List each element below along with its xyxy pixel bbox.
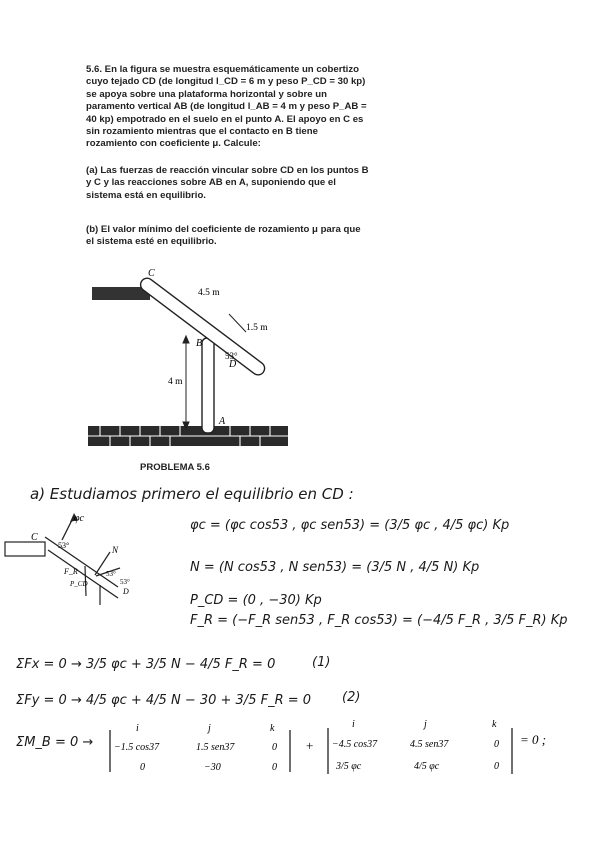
det1-r2c3: 0 [272, 762, 277, 773]
sum-fy: ΣFy = 0 → 4/5 φc + 4/5 N − 30 + 3/5 F_R = 0 [16, 693, 312, 708]
dim-cb-label: 4.5 m [198, 288, 220, 298]
equals-zero: = 0 ; [520, 732, 547, 747]
label-b: B [196, 338, 203, 349]
det2-r1c2: 4.5 sen37 [410, 739, 449, 750]
det1-r2c2: −30 [204, 762, 221, 773]
sum-fx-tag: (1) [312, 655, 331, 670]
eq-n: N = (N cos53 , N sen53) = (3/5 N , 4/5 N) Kp [190, 560, 480, 575]
sketch-phi: φc [74, 513, 84, 524]
det1-r1c3: 0 [272, 742, 277, 753]
det2-r2c2: 4/5 φc [414, 761, 440, 772]
sketch-a1: 53° [58, 541, 70, 550]
problem-intro: 5.6. En la figura se muestra esquemáticamente un cobertizo cuyo tejado CD (de longitud l_CD = 6 m y peso P_CD = 30 kp) se apoya sobre una plataforma horizontal y sobre un paramento vertical AB (de longitud l_AB = 4 m y peso P_AB = 40 kp) empotrado en el suelo en el punto A. El apoyo en C es sin rozamiento mientras que el contacto en B tiene rozamiento con coeficiente μ. Calcule: [86, 64, 367, 150]
eq-phi: φc = (φc cos53 , φc sen53) = (3/5 φc , 4/5 φc) Kp [190, 518, 510, 533]
figure-caption: PROBLEMA 5.6 [140, 462, 210, 473]
det2-r1c1: −4.5 cos37 [332, 739, 378, 750]
det1-k: k [270, 723, 275, 734]
det1-r1c2: 1.5 sen37 [196, 742, 235, 753]
det1-j: j [208, 723, 211, 734]
det2-i: i [352, 719, 355, 730]
det2-j: j [424, 719, 427, 730]
sketch-a3: 53° [120, 578, 130, 586]
sketch-p: P_CD [70, 580, 88, 588]
sketch-d: D [123, 587, 129, 596]
sum-fx: ΣFx = 0 → 3/5 φc + 3/5 N − 4/5 F_R = 0 [16, 657, 276, 672]
eq-f: F_R = (−F_R sen53 , F_R cos53) = (−4/5 F_R , 3/5 F_R) Kp [190, 613, 568, 628]
angle-label: 53° [225, 351, 238, 361]
label-a: A [219, 416, 226, 427]
det1-r1c1: −1.5 cos37 [114, 742, 160, 753]
dim-bd-label: 1.5 m [246, 323, 268, 333]
det1-r2c1: 0 [140, 762, 145, 773]
eq-p: P_CD = (0 , −30) Kp [190, 593, 322, 608]
problem-part-b: (b) El valor mínimo del coeficiente de rozamiento μ para que el sistema esté en equilibrio. [86, 224, 361, 248]
det2-r1c3: 0 [494, 739, 499, 750]
sum-mb: ΣM_B = 0 → [16, 735, 94, 750]
det2-k: k [492, 719, 497, 730]
sum-fy-tag: (2) [342, 690, 361, 705]
problem-part-a: (a) Las fuerzas de reacción vincular sobre CD en los puntos B y C y las reacciones sobre AB en A, suponiendo que el sistema está en equilibrio. [86, 164, 369, 201]
det2-r2c1: 3/5 φc [336, 761, 362, 772]
sketch-n: N [112, 545, 119, 555]
solution-heading: a) Estudiamos primero el equilibrio en CD : [30, 485, 354, 503]
label-d: D [229, 359, 237, 370]
label-c: C [148, 268, 155, 279]
sketch-f: F_R [64, 567, 78, 576]
height-label: 4 m [168, 377, 183, 387]
plus-sign: + [306, 738, 314, 753]
det1-i: i [136, 723, 139, 734]
det2-r2c3: 0 [494, 761, 499, 772]
sketch-a2: 53° [106, 570, 116, 578]
sketch-c: C [31, 532, 38, 543]
